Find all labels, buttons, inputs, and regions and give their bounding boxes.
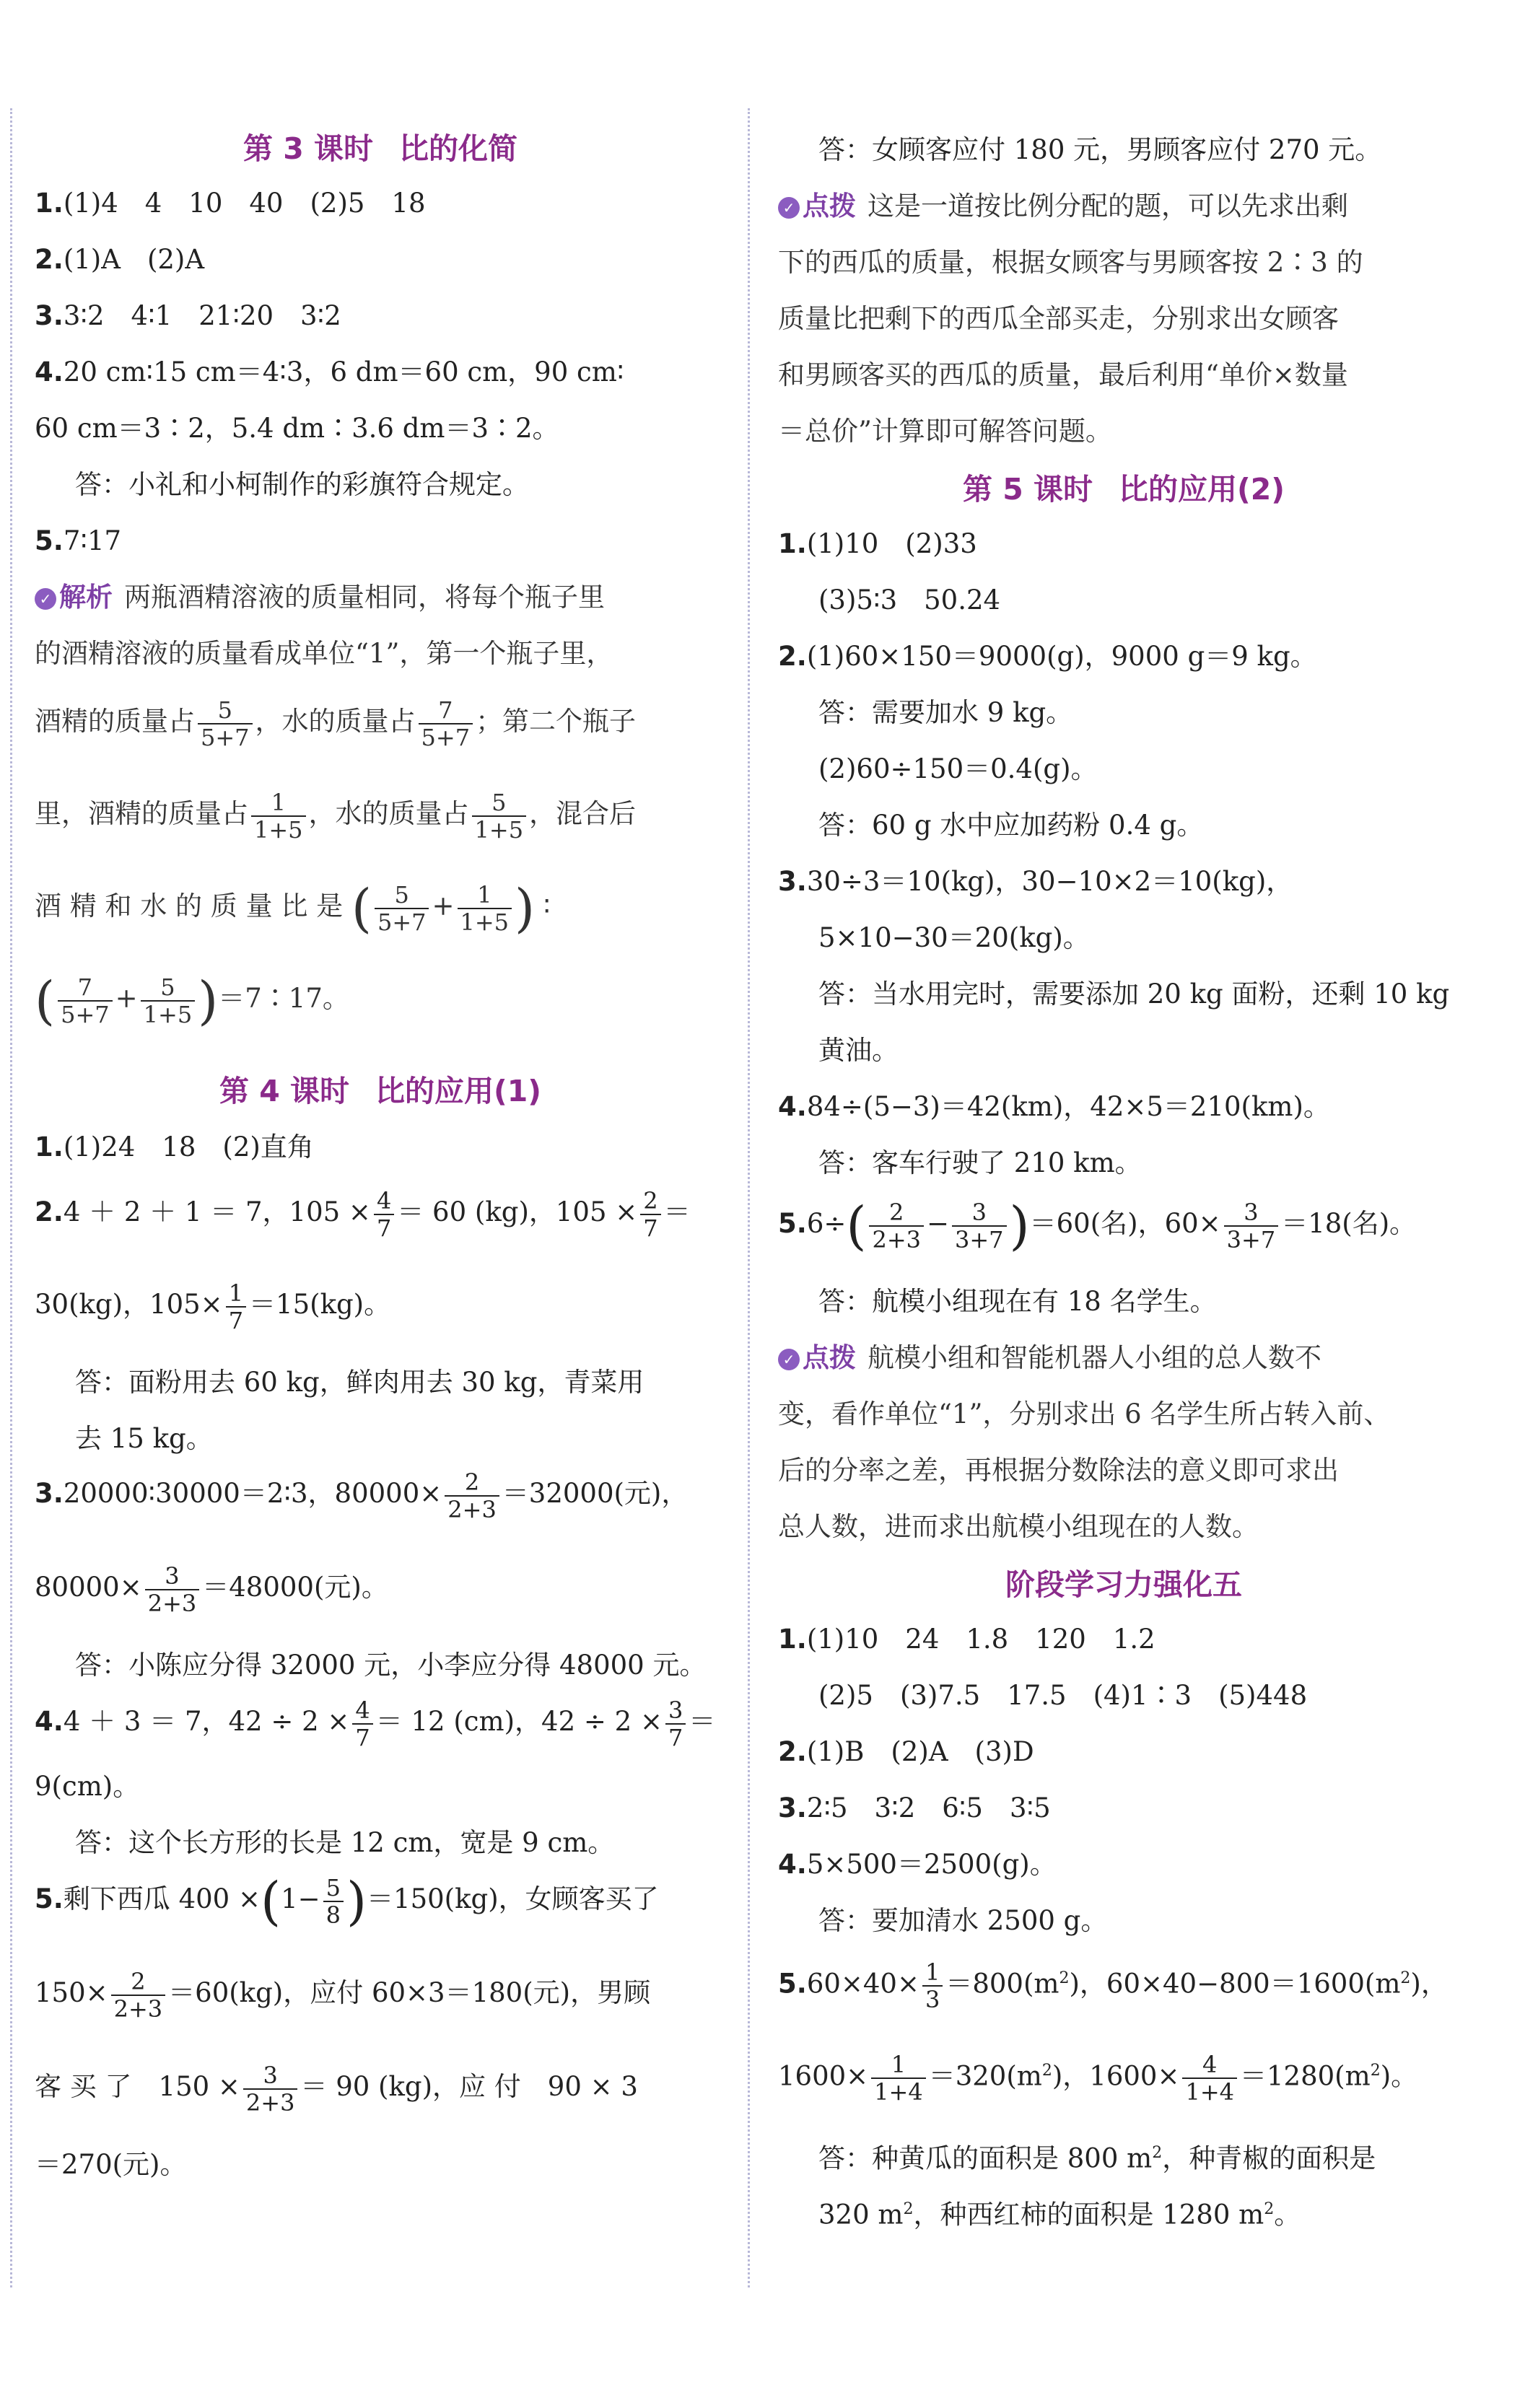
left-paren: ( <box>35 970 56 1031</box>
answer-text: )，1600× <box>1052 2060 1180 2092</box>
denominator: 1+4 <box>874 2078 923 2106</box>
s4-q5-l3 <box>35 2058 638 2116</box>
fraction <box>323 1875 344 1928</box>
answer-text: 20 cm∶15 cm＝4∶3，6 dm＝60 cm，90 cm∶ <box>63 356 624 388</box>
answer-text: 320 m <box>818 2199 904 2230</box>
answer-text: 30(kg)，105× <box>35 1289 223 1320</box>
denominator: 5+7 <box>61 1000 110 1028</box>
analysis-tag-label: 解析 <box>59 582 113 613</box>
s4-q2-l1 <box>35 1183 691 1241</box>
numerator: 1 <box>871 2052 926 2079</box>
answer-text: ＝320(m <box>928 2060 1042 2092</box>
heading-lesson-5 <box>778 470 1469 508</box>
s6-q4-l1 <box>778 1847 1057 1882</box>
numerator: 3 <box>1224 1199 1279 1227</box>
note-text: ，水的质量占 <box>308 798 469 829</box>
analysis-tag <box>35 580 113 615</box>
q-number: 4. <box>778 1849 807 1880</box>
answer-text: (1)B (2)A (3)D <box>806 1736 1034 1767</box>
numerator: 2 <box>111 1969 166 1996</box>
fraction <box>141 974 196 1028</box>
right-paren: ) <box>515 877 536 939</box>
jx-l5 <box>35 877 551 939</box>
answer-text: (1)A (2)A <box>63 244 205 275</box>
numerator: 2 <box>869 1199 924 1227</box>
q-number: 3. <box>778 1792 807 1823</box>
numerator: 5 <box>323 1875 344 1902</box>
fraction <box>869 1199 924 1253</box>
numerator: 2 <box>640 1188 660 1215</box>
superscript: 2 <box>1059 1969 1070 1987</box>
answer-text: ＝60(kg)，应付 60×3＝180(元)，男顾 <box>168 1977 651 2008</box>
q-number: 2. <box>35 244 64 275</box>
db1-l5: ＝总价”计算即可解答问题。 <box>778 416 1112 447</box>
left-paren: ( <box>351 877 372 939</box>
heading-lesson-3 <box>35 130 726 167</box>
answer-text: )。 <box>1380 2060 1418 2092</box>
answer-text: (1)10 24 1.8 120 1.2 <box>806 1624 1155 1655</box>
denominator: 8 <box>325 1901 341 1929</box>
heading-lesson-4-title: 比的应用(1) <box>375 1074 542 1108</box>
plus-sign: + <box>432 890 455 921</box>
answer-text: ＝ <box>663 1196 691 1227</box>
minus-sign: − <box>926 1208 949 1239</box>
note-text: 酒 精 和 水 的 质 量 比 是 <box>35 890 344 921</box>
s4-q4-answer: 答：这个长方形的长是 12 cm，宽是 9 cm。 <box>75 1827 615 1858</box>
answer-text: ，种西红柿的面积是 1280 m <box>913 2199 1264 2230</box>
superscript: 2 <box>1370 2062 1381 2080</box>
answer-text: 客 买 了 150 × <box>35 2071 240 2102</box>
s3-q2 <box>35 242 204 277</box>
fraction <box>665 1697 686 1751</box>
heading-lesson-4-number: 第 4 课时 <box>219 1074 350 1108</box>
fraction <box>445 1469 499 1523</box>
right-paren: ) <box>1009 1195 1030 1256</box>
right-paren: ) <box>198 970 219 1031</box>
db2-l1 <box>778 1341 1321 1375</box>
answer-text: ＝ 60 (kg)，105 × <box>397 1196 638 1227</box>
s6-q5-answer-l1 <box>818 2136 1376 2176</box>
s3-q4-l2: 60 cm＝3∶2，5.4 dm∶3.6 dm＝3∶2。 <box>35 413 559 444</box>
fraction <box>922 1959 943 2013</box>
numerator: 1 <box>251 789 306 817</box>
tip-tag <box>778 189 856 224</box>
numerator: 1 <box>226 1280 246 1308</box>
note-text: ；第二个瓶子 <box>476 706 637 737</box>
s5-q1-l2: (3)5∶3 50.24 <box>818 585 1001 616</box>
denominator: 2+3 <box>447 1495 497 1523</box>
answer-text: 20000∶30000＝2∶3，80000× <box>63 1478 442 1509</box>
fraction <box>145 1563 200 1616</box>
fraction <box>375 882 429 935</box>
numerator: 3 <box>243 2062 298 2090</box>
fraction <box>243 2062 298 2116</box>
numerator: 3 <box>665 1697 686 1725</box>
denominator: 5+7 <box>421 723 471 751</box>
s6-q5-l1 <box>778 1950 1448 2013</box>
plus-sign: + <box>115 983 138 1014</box>
s4-q5-answer: 答：女顾客应付 180 元，男顾客应付 270 元。 <box>818 134 1382 165</box>
tip-tag <box>778 1341 856 1375</box>
q-number: 3. <box>35 300 64 331</box>
tip-icon: ✓ <box>778 197 800 219</box>
fraction <box>1182 2052 1237 2105</box>
fraction <box>1224 1199 1279 1253</box>
fraction <box>374 1188 394 1241</box>
heading-lesson-4 <box>35 1072 726 1110</box>
answer-text: ＝18(名)。 <box>1281 1208 1417 1239</box>
q-number: 2. <box>778 1736 807 1767</box>
denominator: 7 <box>355 1723 370 1751</box>
answer-text: 3∶2 4∶1 21∶20 3∶2 <box>63 300 341 331</box>
denominator: 2+3 <box>113 1995 163 2023</box>
q-number: 4. <box>778 1091 807 1122</box>
jx-l1 <box>35 580 605 615</box>
denominator: 7 <box>228 1306 244 1334</box>
answer-text: ＝1280(m <box>1240 2060 1371 2092</box>
s3-q1 <box>35 186 426 221</box>
s4-q3-l2 <box>35 1559 388 1616</box>
answer-text: 150× <box>35 1977 108 2008</box>
q-number: 1. <box>35 1131 64 1163</box>
heading-lesson-3-number: 第 3 课时 <box>243 131 374 166</box>
fraction <box>226 1280 246 1334</box>
left-paren: ( <box>260 1870 281 1932</box>
s3-q3 <box>35 299 341 333</box>
denominator: 7 <box>643 1214 658 1242</box>
denominator: 1+5 <box>460 908 510 936</box>
fraction <box>871 2052 926 2105</box>
s3-q4-answer: 答：小礼和小柯制作的彩旗符合规定。 <box>75 469 529 500</box>
q-number: 4. <box>35 356 64 388</box>
s5-q5-answer: 答：航模小组现在有 18 名学生。 <box>818 1286 1217 1317</box>
q-number: 5. <box>35 1883 64 1914</box>
s4-q4-l1 <box>35 1693 715 1751</box>
answer-text: )，60×40−800＝1600(m <box>1069 1968 1401 2000</box>
numerator: 7 <box>58 974 113 1002</box>
numerator: 1 <box>458 882 512 909</box>
tip-icon: ✓ <box>778 1349 800 1370</box>
note-text: ＝7∶17。 <box>218 983 349 1014</box>
db1-l1 <box>778 189 1348 224</box>
numerator: 5 <box>472 789 527 817</box>
db2-l2: 变，看作单位“1”，分别求出 6 名学生所占转入前、 <box>778 1398 1391 1430</box>
s5-q2-l4: 答：60 g 水中应加药粉 0.4 g。 <box>818 810 1204 841</box>
fraction <box>198 697 253 750</box>
answer-text: 2∶5 3∶2 6∶5 3∶5 <box>806 1792 1051 1823</box>
note-text: 航模小组和智能机器人小组的总人数不 <box>868 1342 1321 1373</box>
tip-tag-label: 点拨 <box>803 1342 856 1373</box>
answer-text: ＝150(kg)，女顾客买了 <box>367 1883 659 1914</box>
s4-q2-answer-l1: 答：面粉用去 60 kg，鲜肉用去 30 kg，青菜用 <box>75 1367 645 1398</box>
note-text: ，水的质量占 <box>255 706 416 737</box>
fraction <box>640 1188 660 1241</box>
note-text: ∶ <box>543 890 551 921</box>
denominator: 2+3 <box>872 1225 921 1253</box>
answer-text: 5×500＝2500(g)。 <box>806 1849 1057 1880</box>
s6-q5-answer-l2 <box>818 2192 1301 2232</box>
s5-q3-l3: 答：当水用完时，需要添加 20 kg 面粉，还剩 10 kg <box>818 978 1450 1010</box>
heading-stage-review: 阶段学习力强化五 <box>1005 1567 1242 1602</box>
s5-q3-l4: 黄油。 <box>818 1035 899 1066</box>
numerator: 7 <box>419 697 473 724</box>
q-number: 3. <box>35 1478 64 1509</box>
denominator: 3+7 <box>1226 1225 1276 1253</box>
q-number: 5. <box>778 1968 807 2000</box>
denominator: 7 <box>376 1214 392 1242</box>
answer-text: ，种青椒的面积是 <box>1162 2142 1376 2174</box>
tip-tag-label: 点拨 <box>803 191 856 222</box>
s5-q2-l3: (2)60÷150＝0.4(g)。 <box>818 753 1098 784</box>
answer-text: ＝ 12 (cm)，42 ÷ 2 × <box>375 1706 663 1737</box>
answer-text: (1)4 4 10 40 (2)5 18 <box>63 188 426 219</box>
s4-q4-l2: 9(cm)。 <box>35 1771 140 1802</box>
s6-q5-l2 <box>778 2042 1417 2105</box>
s5-q1-l1 <box>778 527 977 561</box>
s4-q2-answer-l2: 去 15 kg。 <box>75 1423 213 1454</box>
s5-q4-l1 <box>778 1090 1330 1124</box>
heading-lesson-3-title: 比的化简 <box>399 131 518 166</box>
denominator: 3+7 <box>955 1225 1004 1253</box>
denominator: 5+7 <box>377 908 427 936</box>
fraction <box>419 697 473 750</box>
answer-text: 4 ＋ 3 ＝ 7，42 ÷ 2 × <box>63 1706 350 1737</box>
answer-text: 剩下西瓜 400 × <box>63 1883 261 1914</box>
superscript: 2 <box>1152 2144 1163 2162</box>
q-number: 5. <box>778 1208 807 1239</box>
superscript: 2 <box>1264 2200 1275 2218</box>
note-text: 里，酒精的质量占 <box>35 798 248 829</box>
s4-q5-l1 <box>35 1870 659 1932</box>
answer-text: 。 <box>1274 2199 1301 2230</box>
answer-text: 4 ＋ 2 ＋ 1 ＝ 7，105 × <box>63 1196 371 1227</box>
numerator: 4 <box>352 1697 372 1725</box>
s6-q1-l2: (2)5 (3)7.5 17.5 (4)1∶3 (5)448 <box>818 1680 1308 1711</box>
s6-q2 <box>778 1735 1034 1769</box>
answer-text: ＝15(kg)。 <box>249 1289 391 1320</box>
note-text: ，混合后 <box>529 798 637 829</box>
q-number: 2. <box>778 641 807 672</box>
numerator: 5 <box>198 697 253 724</box>
answer-text: (1)24 18 (2)直角 <box>63 1131 314 1163</box>
answer-text: ＝ 90 (kg)，应 付 90 × 3 <box>300 2071 638 2102</box>
answer-text: ＝60(名)，60× <box>1029 1208 1221 1239</box>
q-number: 5. <box>35 525 64 556</box>
denominator: 3 <box>925 1985 940 2013</box>
s4-q3-answer: 答：小陈应分得 32000 元，小李应分得 48000 元。 <box>75 1650 707 1681</box>
numerator: 5 <box>141 974 196 1002</box>
s6-q3 <box>778 1791 1051 1826</box>
denominator: 5+7 <box>201 723 250 751</box>
denominator: 2+3 <box>245 2088 295 2116</box>
q-number: 1. <box>778 1624 807 1655</box>
q-number: 4. <box>35 1706 64 1737</box>
fraction <box>472 789 527 843</box>
numerator: 2 <box>445 1469 499 1497</box>
q-number: 3. <box>778 866 807 897</box>
s5-q2-l2: 答：需要加水 9 kg。 <box>818 697 1073 728</box>
answer-text: 1600× <box>778 2060 869 2092</box>
answer-text: (1)60×150＝9000(g)，9000 g＝9 kg。 <box>806 641 1317 672</box>
left-margin-rule <box>10 108 12 2287</box>
q-number: 2. <box>35 1196 64 1227</box>
fraction <box>458 882 512 935</box>
note-text: 两瓶酒精溶液的质量相同，将每个瓶子里 <box>124 582 605 613</box>
numerator: 3 <box>145 1563 200 1590</box>
q-number: 1. <box>35 188 64 219</box>
jx-l3 <box>35 693 636 750</box>
left-paren: ( <box>846 1195 867 1256</box>
fraction <box>352 1697 372 1751</box>
s6-q1-l1 <box>778 1622 1155 1657</box>
denominator: 1+5 <box>474 815 524 844</box>
answer-text: 1− <box>281 1883 320 1914</box>
s4-q5-l4: ＝270(元)。 <box>35 2149 187 2180</box>
answer-text: 30÷3＝10(kg)，30−10×2＝10(kg)， <box>806 866 1293 897</box>
denominator: 1+5 <box>254 815 303 844</box>
fraction <box>952 1199 1007 1253</box>
analysis-icon: ✓ <box>35 588 56 610</box>
note-text: 酒精的质量占 <box>35 706 195 737</box>
s5-q3-l1 <box>778 864 1293 899</box>
denominator: 1+4 <box>1185 2078 1234 2106</box>
numerator: 4 <box>374 1188 394 1215</box>
fraction <box>251 789 306 843</box>
superscript: 2 <box>1041 2062 1052 2080</box>
denominator: 7 <box>668 1723 683 1751</box>
answer-text: 80000× <box>35 1572 142 1603</box>
db1-l2: 下的西瓜的质量，根据女顾客与男顾客按 2∶3 的 <box>778 247 1363 278</box>
s3-q5 <box>35 524 121 559</box>
db2-l4: 总人数，进而求出航模小组现在的人数。 <box>778 1511 1259 1542</box>
s5-q2-l1 <box>778 639 1317 674</box>
answer-text: 84÷(5−3)＝42(km)，42×5＝210(km)。 <box>806 1091 1330 1122</box>
db2-l3: 后的分率之差，再根据分数除法的意义即可求出 <box>778 1455 1339 1486</box>
column-divider <box>748 108 750 2287</box>
answer-text: ＝48000(元)。 <box>202 1572 388 1603</box>
fraction <box>58 974 113 1028</box>
s4-q3-l1 <box>35 1465 688 1523</box>
numerator: 1 <box>922 1959 943 1987</box>
superscript: 2 <box>903 2200 914 2218</box>
answer-text: 60×40× <box>806 1968 919 2000</box>
answer-text: 7∶17 <box>63 525 122 556</box>
q-number: 1. <box>778 528 807 559</box>
note-text: 这是一道按比例分配的题，可以先求出剩 <box>868 191 1348 222</box>
s6-q4-l2: 答：要加清水 2500 g。 <box>818 1905 1108 1936</box>
jx-l2: 的酒精溶液的质量看成单位“1”，第一个瓶子里， <box>35 638 613 669</box>
answer-text: 答：种黄瓜的面积是 800 m <box>818 2142 1153 2174</box>
denominator: 2+3 <box>147 1589 197 1617</box>
s3-q4-l1 <box>35 355 624 390</box>
s4-q5-l2 <box>35 1964 650 2022</box>
answer-text: ＝ <box>689 1706 716 1737</box>
right-paren: ) <box>346 1870 367 1932</box>
numerator: 4 <box>1182 2052 1237 2079</box>
heading-lesson-5-number: 第 5 课时 <box>962 472 1093 507</box>
answer-text: 6÷ <box>806 1208 847 1239</box>
answer-text: ＝800(m <box>945 1968 1059 2000</box>
db1-l3: 质量比把剩下的西瓜全部买走，分别求出女顾客 <box>778 303 1339 334</box>
denominator: 1+5 <box>143 1000 193 1028</box>
s4-q2-l2 <box>35 1276 390 1334</box>
numerator: 5 <box>375 882 429 909</box>
numerator: 3 <box>952 1199 1007 1227</box>
answer-text: )， <box>1410 1968 1448 2000</box>
jx-l6 <box>35 970 349 1031</box>
jx-l4 <box>35 785 636 843</box>
answer-text: (1)10 (2)33 <box>806 528 977 559</box>
s5-q4-l2: 答：客车行驶了 210 km。 <box>818 1147 1142 1178</box>
heading-lesson-5-title: 比的应用(2) <box>1119 472 1285 507</box>
db1-l4: 和男顾客买的西瓜的质量，最后利用“单价×数量 <box>778 359 1348 390</box>
s5-q3-l2: 5×10−30＝20(kg)。 <box>818 922 1090 953</box>
s4-q1 <box>35 1130 314 1165</box>
s5-q5-l1 <box>778 1195 1417 1256</box>
fraction <box>111 1969 166 2022</box>
answer-text: ＝32000(元)， <box>502 1478 689 1509</box>
superscript: 2 <box>1400 1969 1411 1987</box>
